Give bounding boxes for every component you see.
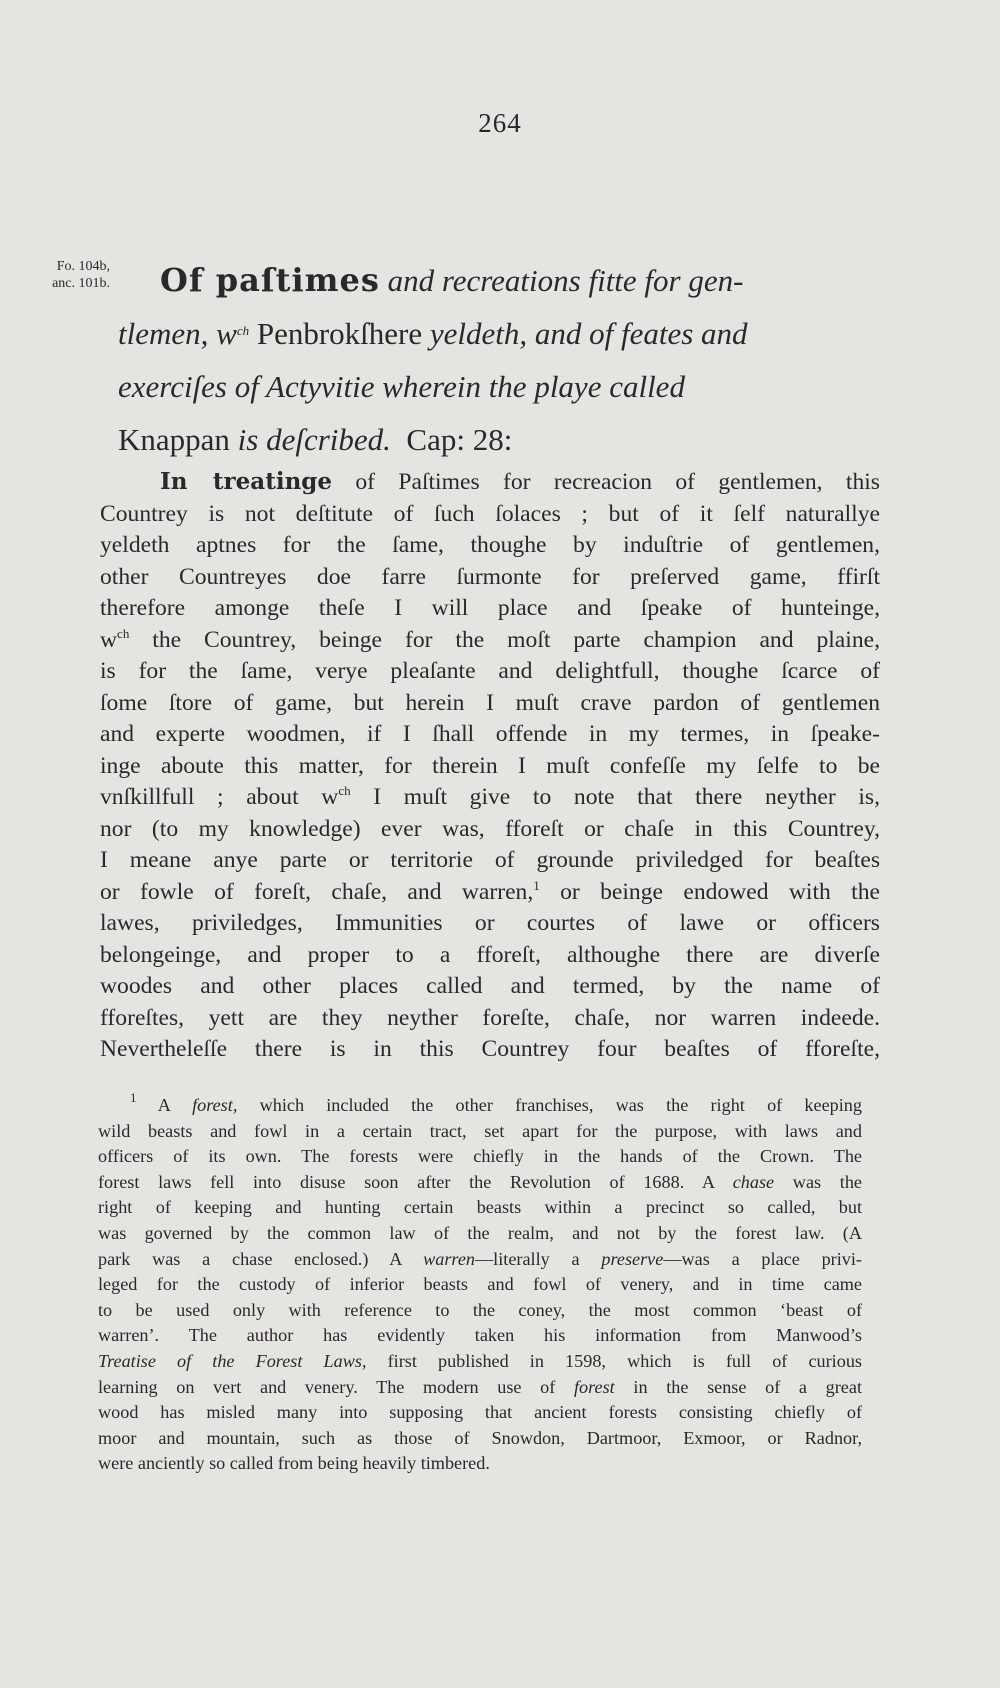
text-line: and experte woodmen, if I ſhall offende in my termes, in ſpeake- xyxy=(100,721,880,747)
footnote-line: to be used only with reference to the coney, the most common ‘beast of xyxy=(98,1299,862,1320)
footnote-line: moor and mountain, such as those of Snowdon, Dartmoor, Exmoor, or Radnor, xyxy=(98,1427,862,1448)
text-line: In treatinge of Paſtimes for recreacion of gentlemen, this xyxy=(160,468,880,495)
heading-line: exerciſes of Actyvitie wherein the playe called xyxy=(118,369,685,404)
footnote-line: Treatise of the Forest Laws, first published in 1598, which is full of curious xyxy=(98,1350,862,1371)
page-number: 264 xyxy=(478,108,522,138)
footnote-line: park was a chase enclosed.) A warren—literally a preserve—was a place privi- xyxy=(98,1248,862,1269)
blackletter-opening: In treatinge xyxy=(160,468,333,495)
main-text xyxy=(100,466,880,1066)
text-line: lawes, priviledges, Immunities or courtes of lawe or officers xyxy=(100,910,880,936)
footnote-line: learning on vert and venery. The modern use of forest in the sense of a great xyxy=(98,1376,862,1397)
text-line: or fowle of foreſt, chaſe, and warren,$^1$ or beinge endowed with the xyxy=(100,877,880,905)
heading-sup: ch xyxy=(236,323,250,338)
heading-italic: yeldeth, and of feates and xyxy=(429,316,748,351)
footnote-line: wood has misled many into supposing that ancient forests consisting chiefly of xyxy=(98,1402,862,1423)
text-line: Countrey is not deſtitute of ſuch ſolaces ; but of it ſelf naturallye xyxy=(100,500,880,527)
heading-italic: and recreations fitte for gen- xyxy=(379,263,744,298)
text-line: woodes and other places called and termed, by the name of xyxy=(100,973,880,999)
footnote-line: wild beasts and fowl in a certain tract, set apart for the purpose, with laws and xyxy=(98,1120,862,1141)
heading-line xyxy=(118,307,888,360)
footnote-line: were anciently so called from being heavily timbered. xyxy=(98,1453,490,1474)
heading-italic: is deſcribed. xyxy=(237,422,391,457)
text-line: vnſkillfull ; about $w^{ch}$ I muſt give to note that there neyther is, xyxy=(100,783,880,810)
chapter-heading xyxy=(118,254,888,466)
text-line: $w^{ch}$ the Countrey, beinge for the moſt parte champion and plaine, xyxy=(100,625,880,653)
heading-roman: Knappan xyxy=(118,422,238,457)
text-line: is for the ſame, verye pleaſante and delightfull, thoughe ſcarce of xyxy=(100,658,880,684)
footnote-line: leged for the custody of inferior beasts and fowl of venery, and in time came xyxy=(98,1274,862,1295)
heading-roman: Penbrokſhere xyxy=(249,316,430,351)
footnote xyxy=(98,1090,862,1477)
text-line: I meane anye parte or territorie of grounde priviledged for beaſtes xyxy=(100,847,880,873)
text-line: belongeinge, and proper to a fforeſt, althoughe there are diverſe xyxy=(100,941,880,968)
footnote-line: right of keeping and hunting certain beasts within a precinct so called, but xyxy=(98,1197,862,1218)
chapter-number: Cap: 28: xyxy=(390,422,513,457)
text-line: inge aboute this matter, for therein I muſt confeſſe my ſelfe to be xyxy=(100,752,880,779)
text-line: nor (to my knowledge) ever was, fforeſt or chaſe in this Countrey, xyxy=(100,815,880,842)
footnote-line: $^1$ A forest, which included the other franchises, was the right of keeping xyxy=(130,1090,862,1115)
footnote-line: warren’. The author has evidently taken his information from Manwood’s xyxy=(98,1325,862,1346)
text-line: fforeſtes, yett are they neyther foreſte, chaſe, nor warren indeede. xyxy=(100,1004,880,1031)
heading-italic: tlemen, w xyxy=(118,316,237,351)
heading-blackletter: Of paſtimes xyxy=(160,261,380,299)
margin-note-line: Fo. 104b, xyxy=(56,259,110,274)
footnote-ref: 1 xyxy=(533,877,540,893)
text-line: Nevertheleſſe there is in this Countrey four beaſtes of fforeſte, xyxy=(100,1036,880,1062)
margin-note-line: anc. 101b. xyxy=(52,276,110,291)
text-line: yeldeth aptnes for the ſame, thoughe by induſtrie of gentlemen, xyxy=(100,532,880,558)
heading-line xyxy=(118,413,888,466)
footnote-marker: 1 xyxy=(130,1090,137,1105)
footnote-line: officers of its own. The forests were chiefly in the hands of the Crown. The xyxy=(98,1146,862,1167)
text-line: therefore amonge theſe I will place and ſpeake of hunteinge, xyxy=(100,595,880,621)
footnote-line: forest laws fell into disuse soon after the Revolution of 1688. A chase was the xyxy=(98,1171,862,1192)
footnote-line: was governed by the common law of the realm, and not by the forest law. (A xyxy=(98,1222,862,1243)
heading-line xyxy=(118,254,888,307)
margin-note xyxy=(40,258,110,292)
text-line: ſome ſtore of game, but herein I muſt crave pardon of gentlemen xyxy=(100,689,880,716)
text-line: other Countreyes doe farre ſurmonte for preſerved game, ffirſt xyxy=(100,563,880,590)
